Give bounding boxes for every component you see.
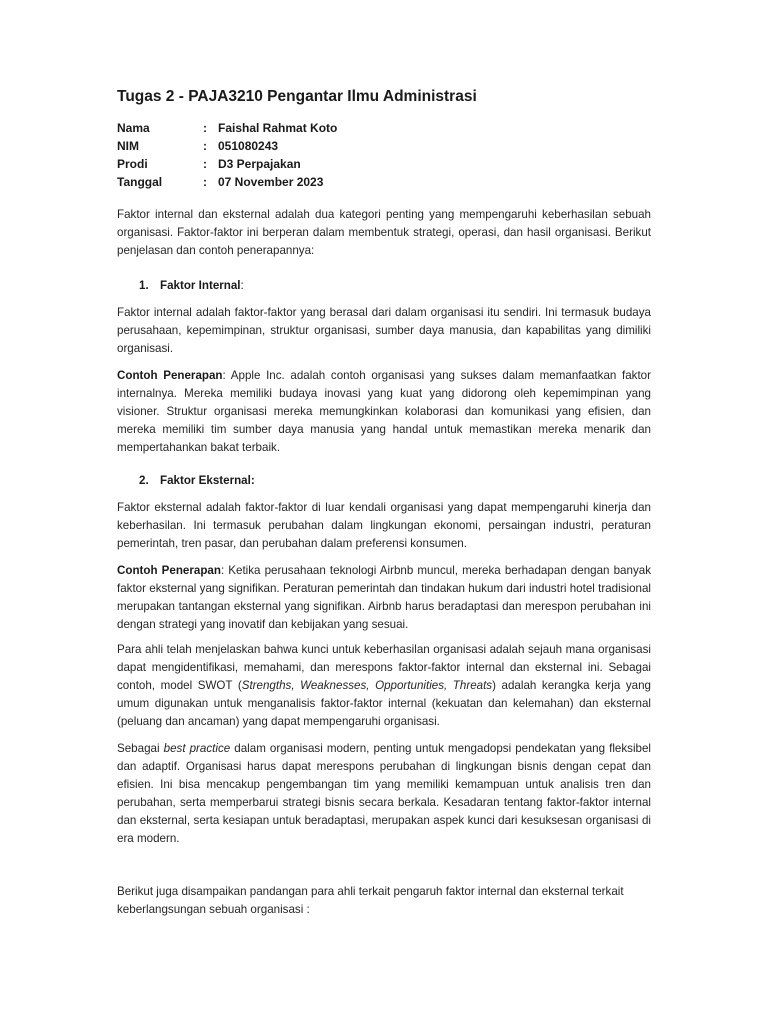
external-example-paragraph: [117, 562, 651, 634]
info-value: 051080243: [218, 139, 279, 153]
example-label: Contoh Penerapan: [117, 369, 223, 382]
info-colon: :: [203, 157, 207, 171]
section-heading-internal: [139, 277, 244, 295]
best-text-after: dalam organisasi modern, penting untuk mengadopsi pendekatan yang fleksibel dan adaptif. Organisasi harus dapat merespons perubahan di lingkungan bisnis dengan cepat dan efisien. Ini bisa mencakup pengembangan tim yang memiliki kemampuan untuk analisis tren dan perubahan, serta memperbarui strategi bisnis secara berkala. Kesadaran tentang faktor-faktor internal dan eksternal, serta kesiapan untuk beradaptasi, merupakan aspek kunci dari kesuksesan organisasi di era modern.: [117, 742, 651, 845]
swot-text-after: ) adalah kerangka kerja yang umum digunakan untuk menganalisis faktor-faktor internal (kekuatan dan kelemahan) dan eksternal (peluang dan ancaman) yang dapat mempengaruhi organisasi.: [117, 679, 651, 728]
internal-definition-paragraph: Faktor internal adalah faktor-faktor yang berasal dari dalam organisasi itu sendiri. Ini termasuk budaya perusahaan, kepemimpinan, struktur organisasi, sumber daya manusia, dan kapabilitas yang dimiliki organisasi.: [117, 306, 651, 355]
example-text: : Ketika perusahaan teknologi Airbnb muncul, mereka berhadapan dengan banyak faktor eksternal yang signifikan. Peraturan pemerintah dan tindakan hukum dari industri hotel tradisional merupakan tantangan eksternal yang signifikan. Airbnb harus beradaptasi dan merespon perubahan ini dengan strategi yang inovatif dan kebijakan yang sesuai.: [117, 564, 651, 631]
section-heading-external: [139, 472, 255, 490]
info-label: Prodi: [117, 157, 148, 171]
info-value: D3 Perpajakan: [218, 157, 301, 171]
external-definition-paragraph: Faktor eksternal adalah faktor-faktor di luar kendali organisasi yang dapat mempengaruhi kinerja dan keberhasilan. Ini termasuk perubahan dalam lingkungan ekonomi, persaingan industri, peraturan pemerintah, tren pasar, dan perubahan dalam preferensi konsumen.: [117, 501, 651, 550]
swot-italic-terms: Strengths, Weaknesses, Opportunities, Threats: [241, 679, 493, 692]
section-title-suffix: :: [240, 279, 244, 292]
page-title: Tugas 2 - PAJA3210 Pengantar Ilmu Administrasi: [117, 88, 477, 105]
info-row-nim: [117, 137, 517, 155]
info-row-nama: [117, 119, 517, 137]
swot-paragraph: [117, 641, 651, 731]
best-text-before: Sebagai: [117, 742, 164, 755]
section-number: 1.: [139, 279, 149, 292]
student-info: [117, 119, 517, 191]
best-practice-paragraph: [117, 740, 651, 848]
section-number: 2.: [139, 474, 149, 487]
internal-example-paragraph: [117, 367, 651, 457]
info-value: 07 November 2023: [218, 175, 324, 189]
swot-text-before: Para ahli telah menjelaskan bahwa kunci untuk keberhasilan organisasi adalah sejauh mana organisasi dapat mengidentifikasi, memahami, dan merespons faktor-faktor internal dan eksternal ini. Sebagai contoh, model SWOT (: [117, 643, 651, 692]
example-text: : Apple Inc. adalah contoh organisasi yang sukses dalam memanfaatkan faktor internalnya. Mereka memiliki budaya inovasi yang kuat yang didorong oleh kepemimpinan yang visioner. Struktur organisasi mereka memungkinkan kolaborasi dan komunikasi yang efisien, dan mereka memiliki tim sumber daya manusia yang handal untuk memastikan mereka menarik dan mempertahankan bakat terbaik.: [117, 369, 651, 454]
info-value: Faishal Rahmat Koto: [218, 121, 338, 135]
info-label: Nama: [117, 121, 150, 135]
info-row-prodi: [117, 155, 517, 173]
example-label: Contoh Penerapan: [117, 564, 221, 577]
best-practice-italic: best practice: [163, 742, 231, 755]
info-colon: :: [203, 121, 207, 135]
section-title: Faktor Internal: [160, 279, 241, 292]
section-title: Faktor Eksternal:: [160, 474, 255, 487]
info-colon: :: [203, 139, 207, 153]
info-label: NIM: [117, 139, 139, 153]
info-label: Tanggal: [117, 175, 163, 189]
info-colon: :: [203, 175, 207, 189]
intro-paragraph: Faktor internal dan eksternal adalah dua kategori penting yang mempengaruhi keberhasilan sebuah organisasi. Faktor-faktor ini berperan dalam membentuk strategi, operasi, dan hasil organisasi. Berikut penjelasan dan contoh penerapannya:: [117, 208, 651, 257]
closing-paragraph: Berikut juga disampaikan pandangan para ahli terkait pengaruh faktor internal dan eksternal terkait keberlangsungan sebuah organisasi :: [117, 885, 624, 916]
info-row-tanggal: [117, 173, 517, 191]
